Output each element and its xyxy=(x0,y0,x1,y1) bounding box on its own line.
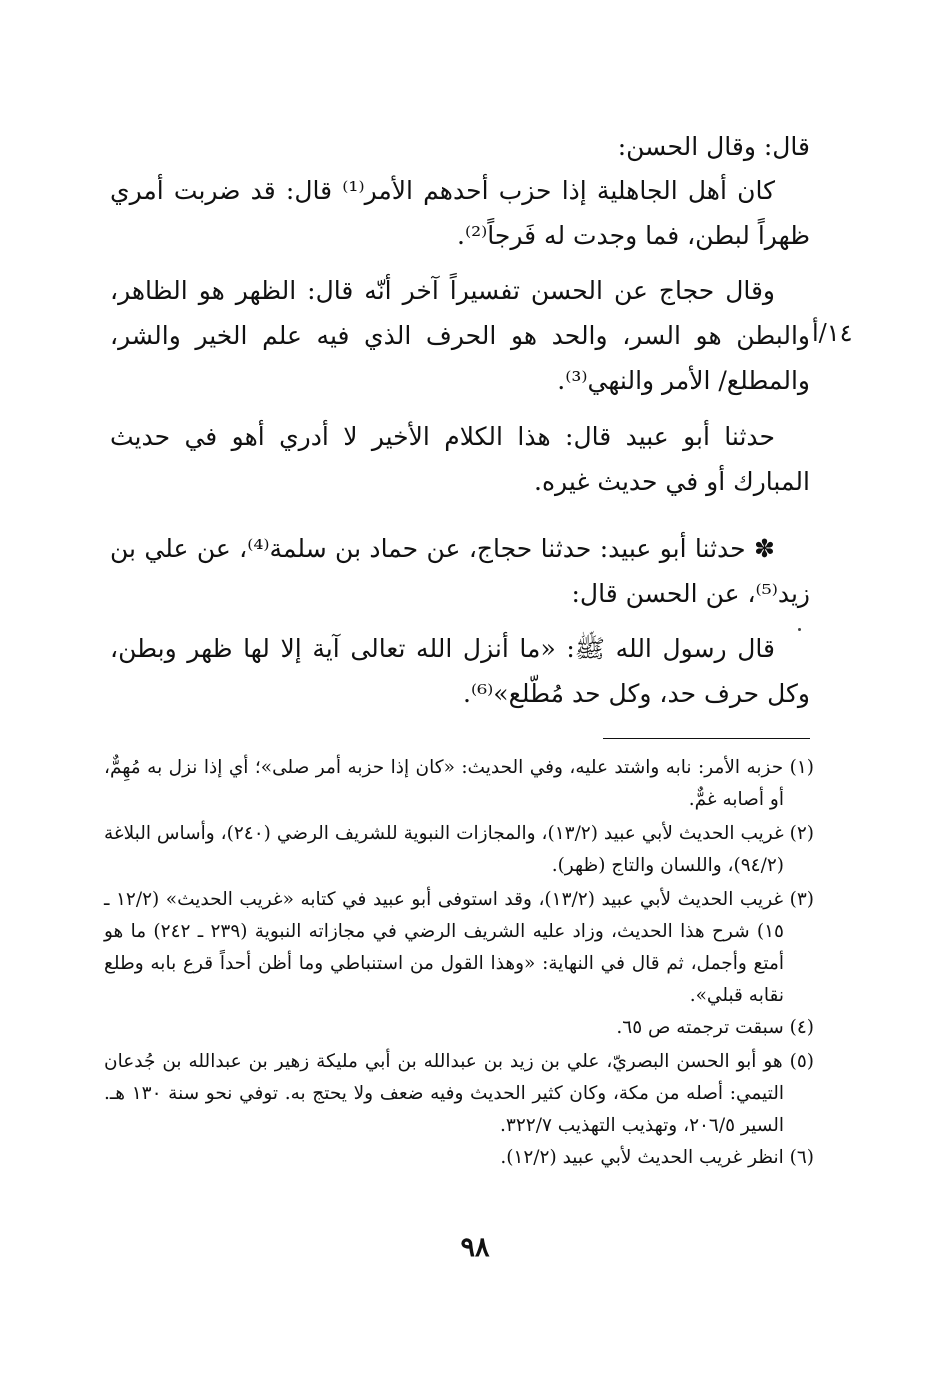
footnote-4: (٤) سبقت ترجمته ص ٦٥. xyxy=(616,1017,814,1038)
paragraph-5 xyxy=(110,526,810,616)
paragraph-text: وقال حجاج عن الحسن تفسيراً آخر أنّه قال: الظهر هو الظاهر، والبطن هو السر، والحد هو الحرف الذي فيه علم الخير والشر، والمطلع/ الأمر والنهي⁽³⁾. xyxy=(110,276,810,395)
paragraph-text: قال: وقال الحسن: xyxy=(617,132,810,161)
paragraph-2 xyxy=(110,168,810,258)
paragraph-text: قال رسول الله ﷺ: «ما أنزل الله تعالى آية إلا لها ظهر وبطن، وكل حرف حد، وكل حد مُطّلع»⁽⁶⁾. xyxy=(110,634,810,708)
paragraph-1 xyxy=(110,124,810,169)
page-number: ٩٨ xyxy=(460,1232,490,1263)
footnote-separator xyxy=(603,738,810,739)
paragraph-3 xyxy=(110,268,810,403)
paragraph-text: كان أهل الجاهلية إذا حزب أحدهم الأمر⁽¹⁾ قال: قد ضربت أمري ظهراً لبطن، فما وجدت له فَرجاً⁽²⁾. xyxy=(110,176,810,250)
footnote-6: (٦) انظر غريب الحديث لأبي عبيد (١٢/٢). xyxy=(500,1147,814,1168)
paragraph-6 xyxy=(110,626,810,716)
paragraph-4 xyxy=(110,414,810,504)
paragraph-text: حدثنا أبو عبيد قال: هذا الكلام الأخير لا أدري أهو في حديث المبارك أو في حديث غيره. xyxy=(110,422,810,496)
footnote-3: (٣) غريب الحديث لأبي عبيد (١٣/٢)، وقد استوفى أبو عبيد في كتابه «غريب الحديث» (١٢/٢ ـ ١٥) شرح هذا الحديث، وزاد عليه الشريف الرضي في مجازاته النبوية (٢٣٩ ـ ٢٤٢) ما هو أمتع وأجمل، ثم قال في النهاية: «وهذا القول من استنباطي وما أظن أحداً قرع بابه وطلع نقابه قبلي». xyxy=(104,889,815,1006)
paragraph-text: ✽ حدثنا أبو عبيد: حدثنا حجاج، عن حماد بن سلمة⁽⁴⁾، عن علي بن زيد⁽⁵⁾، عن الحسن قال: xyxy=(110,534,810,608)
footnote-5: (٥) هو أبو الحسن البصريّ، علي بن زيد بن عبدالله بن أبي مليكة زهير بن عبدالله بن جُدعان التيمي: أصله من مكة، وكان كثير الحديث وفيه ضعف ولا يحتج به. توفي نحو سنة ١٣٠ هـ. السير ٢٠٦/٥، وتهذيب التهذيب ٣٢٢/٧. xyxy=(104,1051,814,1136)
footnote-1: (١) حزبه الأمر: نابه واشتد عليه، وفي الحديث: «كان إذا حزبه أمر صلى»؛ أي إذا نزل به مُهِمٌّ، أو أصابه غمٌّ. xyxy=(104,757,814,810)
footnote-2: (٢) غريب الحديث لأبي عبيد (١٣/٢)، والمجازات النبوية للشريف الرضي (٢٤٠)، وأساس البلاغة (٩٤/٢)، واللسان والتاج (ظهر). xyxy=(104,823,815,876)
margin-folio-reference: ١٤/أ xyxy=(812,319,853,347)
footnotes xyxy=(104,752,814,1174)
